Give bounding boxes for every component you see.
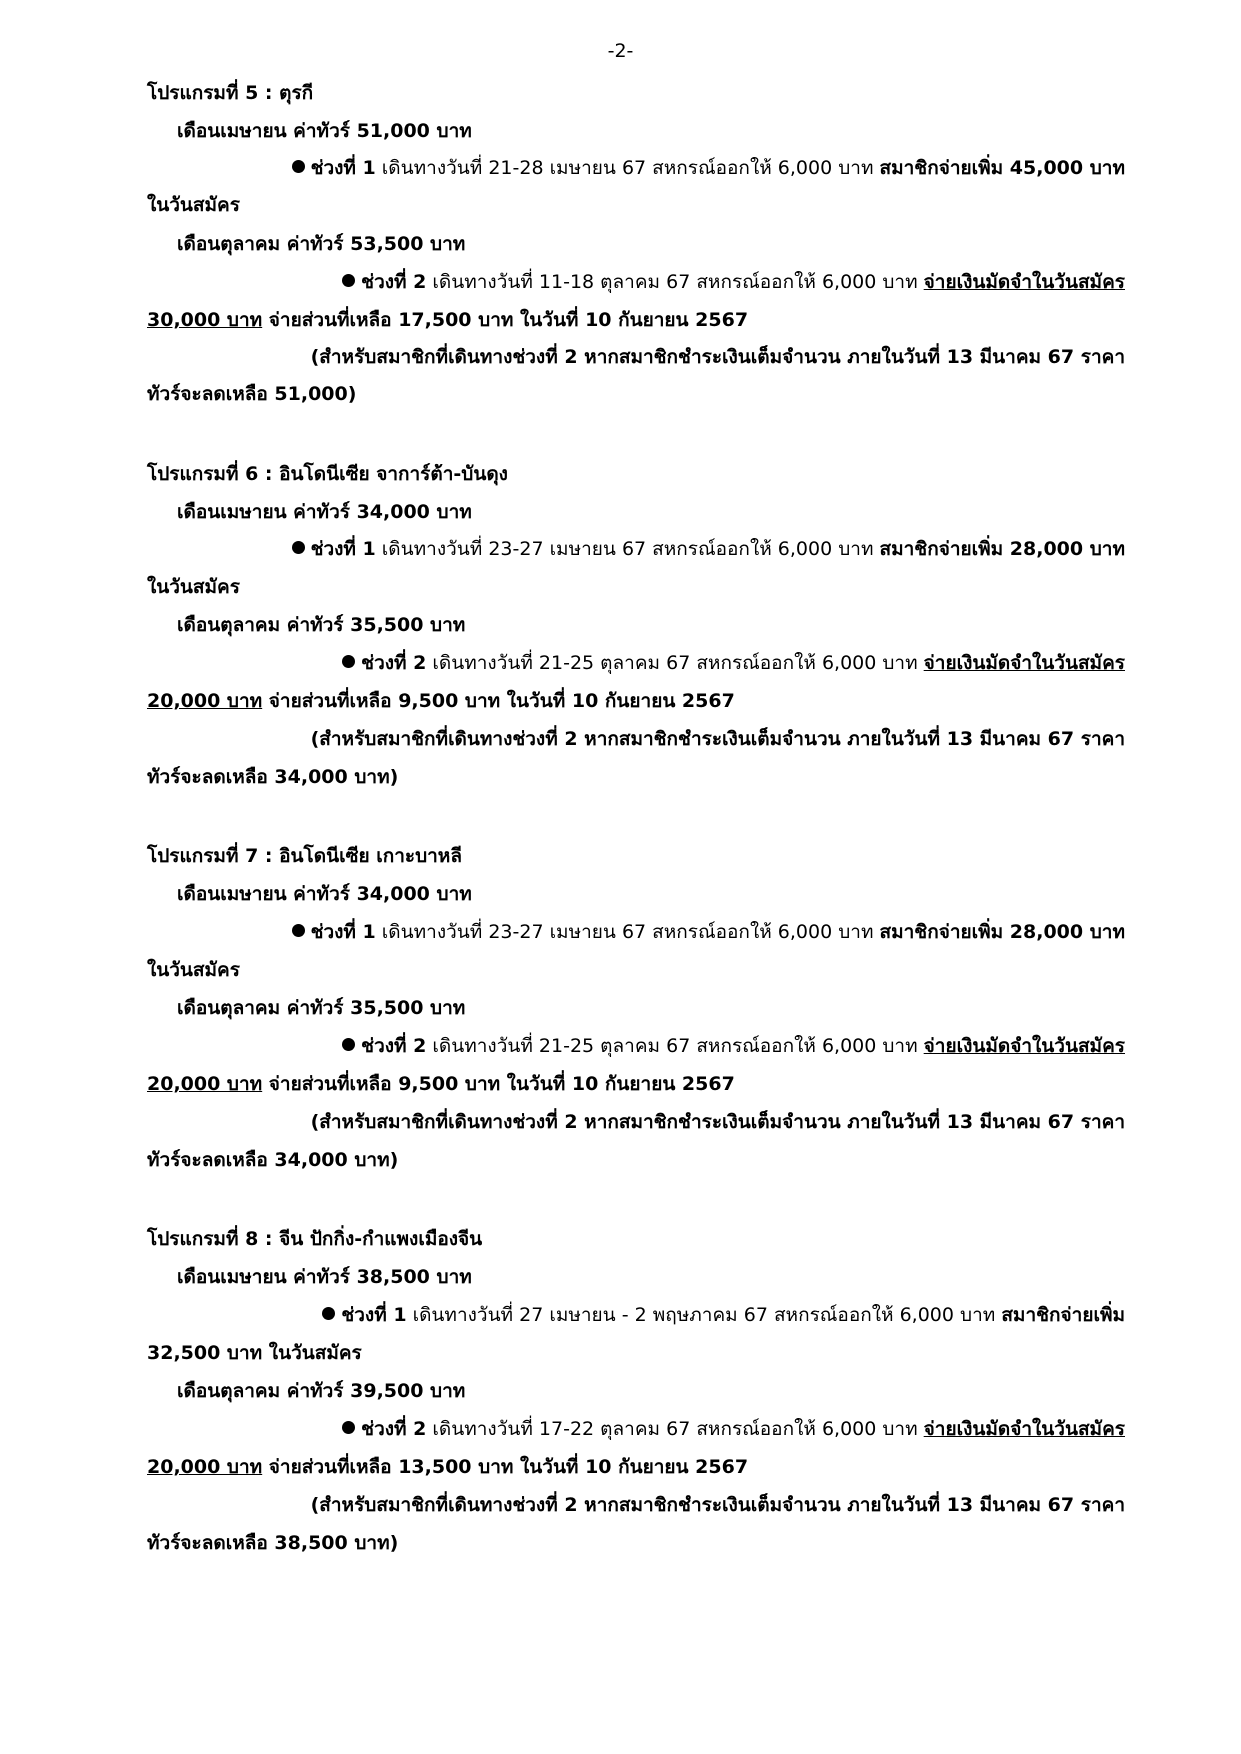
note-line-1: (สำหรับสมาชิกที่เดินทางช่วงที่ 2 หากสมาชิกชำระเงินเต็มจำนวน ภายในวันที่ 13 มีนาคม 67 ราคา xyxy=(310,728,1125,750)
period-1-detail xyxy=(147,538,1125,561)
period-1-month: เดือนเมษายน ค่าทัวร์ 34,000 บาท xyxy=(177,883,472,905)
deposit-label: จ่ายเงินมัดจำในวันสมัคร xyxy=(923,1035,1125,1057)
period-2-month: เดือนตุลาคม ค่าทัวร์ 39,500 บาท xyxy=(177,1380,466,1402)
period-label: ช่วงที่ 1 xyxy=(341,1304,407,1326)
period-label: ช่วงที่ 2 xyxy=(361,1035,427,1057)
note-line-1: (สำหรับสมาชิกที่เดินทางช่วงที่ 2 หากสมาชิกชำระเงินเต็มจำนวน ภายในวันที่ 13 มีนาคม 67 ราคา xyxy=(310,1111,1125,1133)
period-1-detail xyxy=(147,921,1125,944)
deposit-amount: 20,000 บาท xyxy=(147,1456,263,1478)
bullet-icon xyxy=(322,1307,335,1320)
period-2-payment xyxy=(147,309,1127,332)
member-pay: สมาชิกจ่ายเพิ่ม 28,000 บาท xyxy=(879,538,1125,560)
note-line-2: ทัวร์จะลดเหลือ 38,500 บาท) xyxy=(147,1532,399,1554)
period-2-month: เดือนตุลาคม ค่าทัวร์ 35,500 บาท xyxy=(177,614,466,636)
member-pay: สมาชิกจ่ายเพิ่ม xyxy=(1001,1304,1125,1326)
period-2-detail xyxy=(147,1418,1125,1441)
period-text: เดินทางวันที่ 11-18 ตุลาคม 67 สหกรณ์ออกให้ 6,000 บาท xyxy=(426,271,924,293)
period-2-payment xyxy=(147,1073,1127,1096)
note-line-1: (สำหรับสมาชิกที่เดินทางช่วงที่ 2 หากสมาชิกชำระเงินเต็มจำนวน ภายในวันที่ 13 มีนาคม 67 ราคา xyxy=(310,1494,1125,1516)
period-text: เดินทางวันที่ 21-25 ตุลาคม 67 สหกรณ์ออกให้ 6,000 บาท xyxy=(426,1035,924,1057)
period-label: ช่วงที่ 1 xyxy=(310,538,376,560)
period-2-payment xyxy=(147,690,1127,713)
deposit-amount: 30,000 บาท xyxy=(147,309,263,331)
period-2-detail xyxy=(147,271,1125,294)
period-1-detail xyxy=(147,157,1125,180)
period-1-cont: 32,500 บาท ในวันสมัคร xyxy=(147,1342,362,1364)
note-line-1: (สำหรับสมาชิกที่เดินทางช่วงที่ 2 หากสมาชิกชำระเงินเต็มจำนวน ภายในวันที่ 13 มีนาคม 67 ราคา xyxy=(310,346,1125,368)
bullet-icon xyxy=(292,541,305,554)
remaining-payment: จ่ายส่วนที่เหลือ 13,500 บาท ในวันที่ 10 กันยายน 2567 xyxy=(262,1456,749,1478)
period-2-month: เดือนตุลาคม ค่าทัวร์ 35,500 บาท xyxy=(177,997,466,1019)
program-title: โปรแกรมที่ 8 : จีน ปักกิ่ง-กำแพงเมืองจีน xyxy=(147,1228,483,1250)
note-line-2: ทัวร์จะลดเหลือ 34,000 บาท) xyxy=(147,766,399,788)
remaining-payment: จ่ายส่วนที่เหลือ 9,500 บาท ในวันที่ 10 กันยายน 2567 xyxy=(262,1073,735,1095)
bullet-icon xyxy=(342,1038,355,1051)
period-label: ช่วงที่ 1 xyxy=(310,921,376,943)
period-1-cont: ในวันสมัคร xyxy=(147,576,240,598)
period-1-month: เดือนเมษายน ค่าทัวร์ 51,000 บาท xyxy=(177,120,472,142)
bullet-icon xyxy=(292,160,305,173)
period-text: เดินทางวันที่ 17-22 ตุลาคม 67 สหกรณ์ออกให้ 6,000 บาท xyxy=(426,1418,924,1440)
period-1-cont: ในวันสมัคร xyxy=(147,194,240,216)
bullet-icon xyxy=(342,1421,355,1434)
deposit-label: จ่ายเงินมัดจำในวันสมัคร xyxy=(923,271,1125,293)
note-line-2: ทัวร์จะลดเหลือ 34,000 บาท) xyxy=(147,1149,399,1171)
period-1-detail xyxy=(147,1304,1125,1327)
member-pay: สมาชิกจ่ายเพิ่ม 45,000 บาท xyxy=(879,157,1125,179)
program-title: โปรแกรมที่ 5 : ตุรกี xyxy=(147,82,314,104)
period-text: เดินทางวันที่ 21-25 ตุลาคม 67 สหกรณ์ออกให้ 6,000 บาท xyxy=(426,652,924,674)
note-line-2: ทัวร์จะลดเหลือ 51,000) xyxy=(147,383,357,405)
period-label: ช่วงที่ 2 xyxy=(361,1418,427,1440)
deposit-amount: 20,000 บาท xyxy=(147,1073,263,1095)
period-2-payment xyxy=(147,1456,1127,1479)
period-1-month: เดือนเมษายน ค่าทัวร์ 34,000 บาท xyxy=(177,501,472,523)
period-text: เดินทางวันที่ 23-27 เมษายน 67 สหกรณ์ออกให้ 6,000 บาท xyxy=(375,921,880,943)
bullet-icon xyxy=(292,924,305,937)
bullet-icon xyxy=(342,655,355,668)
deposit-amount: 20,000 บาท xyxy=(147,690,263,712)
deposit-label: จ่ายเงินมัดจำในวันสมัคร xyxy=(923,652,1125,674)
program-title: โปรแกรมที่ 6 : อินโดนีเซีย จาการ์ต้า-บันดุง xyxy=(147,463,508,485)
period-label: ช่วงที่ 2 xyxy=(361,652,427,674)
period-1-cont: ในวันสมัคร xyxy=(147,959,240,981)
deposit-label: จ่ายเงินมัดจำในวันสมัคร xyxy=(923,1418,1125,1440)
period-2-detail xyxy=(147,652,1125,675)
period-2-detail xyxy=(147,1035,1125,1058)
period-label: ช่วงที่ 2 xyxy=(361,271,427,293)
period-label: ช่วงที่ 1 xyxy=(310,157,376,179)
period-text: เดินทางวันที่ 21-28 เมษายน 67 สหกรณ์ออกให้ 6,000 บาท xyxy=(375,157,880,179)
period-text: เดินทางวันที่ 23-27 เมษายน 67 สหกรณ์ออกให้ 6,000 บาท xyxy=(375,538,880,560)
remaining-payment: จ่ายส่วนที่เหลือ 9,500 บาท ในวันที่ 10 กันยายน 2567 xyxy=(262,690,735,712)
remaining-payment: จ่ายส่วนที่เหลือ 17,500 บาท ในวันที่ 10 กันยายน 2567 xyxy=(262,309,749,331)
bullet-icon xyxy=(342,274,355,287)
period-2-month: เดือนตุลาคม ค่าทัวร์ 53,500 บาท xyxy=(177,233,466,255)
program-title: โปรแกรมที่ 7 : อินโดนีเซีย เกาะบาหลี xyxy=(147,845,462,867)
period-text: เดินทางวันที่ 27 เมษายน - 2 พฤษภาคม 67 สหกรณ์ออกให้ 6,000 บาท xyxy=(406,1304,1002,1326)
member-pay: สมาชิกจ่ายเพิ่ม 28,000 บาท xyxy=(879,921,1125,943)
page-number: -2- xyxy=(607,40,634,62)
period-1-month: เดือนเมษายน ค่าทัวร์ 38,500 บาท xyxy=(177,1266,472,1288)
